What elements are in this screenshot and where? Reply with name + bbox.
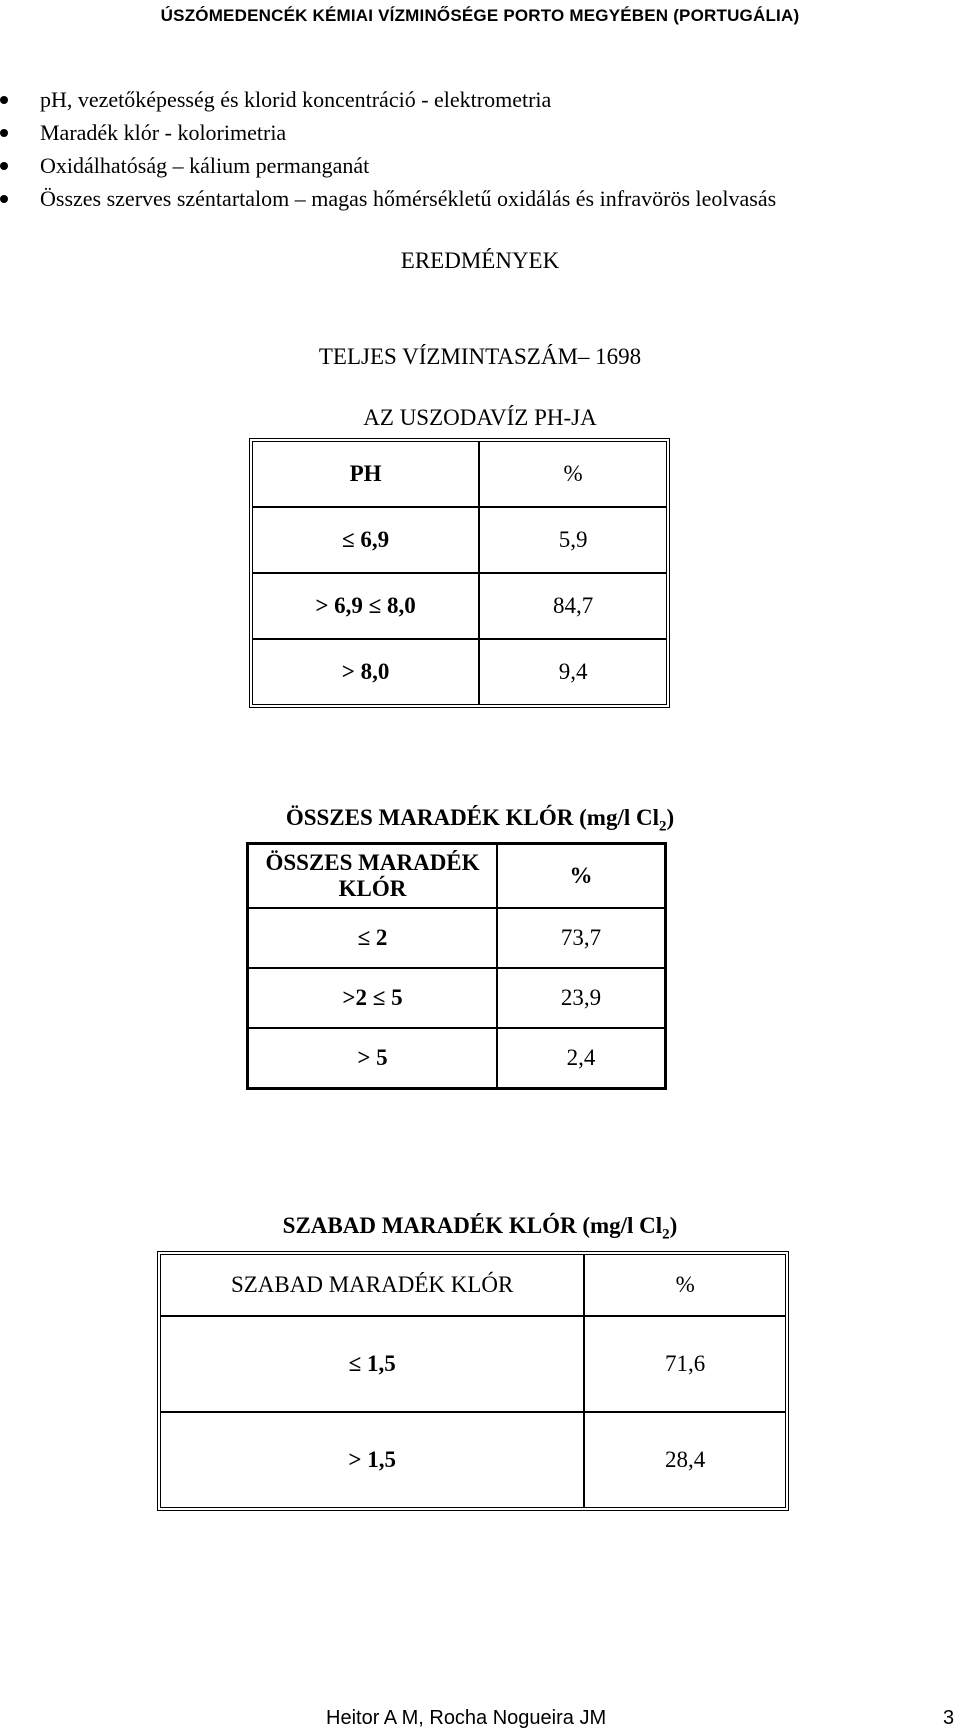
table-row	[161, 1317, 785, 1413]
title-text: SZABAD MARADÉK KLÓR (mg/l Cl	[282, 1213, 663, 1238]
table-row	[253, 640, 666, 704]
range-cell: ≤ 2	[249, 909, 498, 969]
total-chlorine-title	[0, 805, 960, 836]
title-close: )	[669, 1213, 678, 1238]
table-row	[249, 1029, 664, 1087]
free-chlorine-table	[157, 1251, 789, 1511]
table-row	[161, 1413, 785, 1507]
total-samples: TELJES VÍZMINTASZÁM– 1698	[318, 344, 642, 369]
table-header-row	[253, 442, 666, 508]
table-row	[253, 574, 666, 640]
range-cell: > 8,0	[253, 640, 480, 704]
percent-cell: 73,7	[498, 909, 664, 969]
page-number: 3	[943, 1707, 955, 1729]
table-header-row	[161, 1255, 785, 1317]
list-item	[0, 83, 960, 116]
range-cell: > 6,9 ≤ 8,0	[253, 574, 480, 640]
table-row	[253, 508, 666, 574]
header-cell-percent: %	[585, 1255, 785, 1317]
percent-cell: 9,4	[558, 659, 588, 684]
header-cell-percent: %	[498, 845, 664, 909]
percent-cell: 84,7	[480, 574, 666, 640]
total-chlorine-table	[246, 842, 667, 1090]
list-item	[0, 116, 960, 149]
percent-cell: 28,4	[665, 1447, 706, 1472]
bullet-icon	[0, 195, 8, 203]
range-cell: ≤ 6,9	[253, 508, 480, 574]
header-line: ÖSSZES MARADÉK	[265, 850, 480, 875]
range-cell: > 1,5	[161, 1413, 585, 1507]
list-item	[0, 149, 960, 182]
method-text: Maradék klór - kolorimetria	[40, 120, 287, 145]
title-subscript: 2	[662, 1226, 670, 1243]
bullet-icon	[0, 162, 8, 170]
free-chlorine-title	[0, 1213, 960, 1244]
title-subscript: 2	[658, 818, 667, 835]
percent-cell: 23,9	[498, 969, 664, 1029]
percent-cell: 2,4	[566, 1045, 596, 1070]
header-cell-percent: %	[480, 442, 666, 508]
percent-cell: 5,9	[480, 508, 666, 574]
bullet-icon	[0, 96, 8, 104]
method-text: Oxidálhatóság – kálium permanganát	[40, 153, 370, 178]
header-cell-ph: PH	[253, 442, 480, 508]
running-title: ÚSZÓMEDENCÉK KÉMIAI VÍZMINŐSÉGE PORTO MEGYÉBEN (PORTUGÁLIA)	[160, 6, 800, 25]
table-row	[249, 969, 664, 1029]
list-item	[0, 182, 960, 215]
table-row	[249, 909, 664, 969]
title-text: ÖSSZES MARADÉK KLÓR (mg/l Cl	[285, 805, 659, 830]
methods-list	[0, 83, 960, 215]
footer-authors: Heitor A M, Rocha Nogueira JM	[326, 1707, 607, 1729]
range-cell: > 5	[249, 1029, 498, 1087]
header-line: KLÓR	[338, 876, 407, 901]
title-close: )	[666, 805, 675, 830]
range-cell: >2 ≤ 5	[249, 969, 498, 1029]
table-header-row	[249, 845, 664, 909]
method-text: Összes szerves széntartalom – magas hőmérsékletű oxidálás és infravörös leolvasás	[40, 186, 777, 211]
header-cell-total-chlorine	[249, 845, 498, 909]
range-cell: ≤ 1,5	[161, 1317, 585, 1413]
header-cell-free-chlorine: SZABAD MARADÉK KLÓR	[161, 1255, 585, 1317]
results-heading: EREDMÉNYEK	[400, 248, 560, 273]
bullet-icon	[0, 129, 8, 137]
percent-cell: 71,6	[585, 1317, 785, 1413]
ph-table	[249, 438, 670, 708]
ph-table-title: AZ USZODAVÍZ PH-JA	[363, 405, 597, 430]
method-text: pH, vezetőképesség és klorid koncentráció - elektrometria	[40, 87, 552, 112]
